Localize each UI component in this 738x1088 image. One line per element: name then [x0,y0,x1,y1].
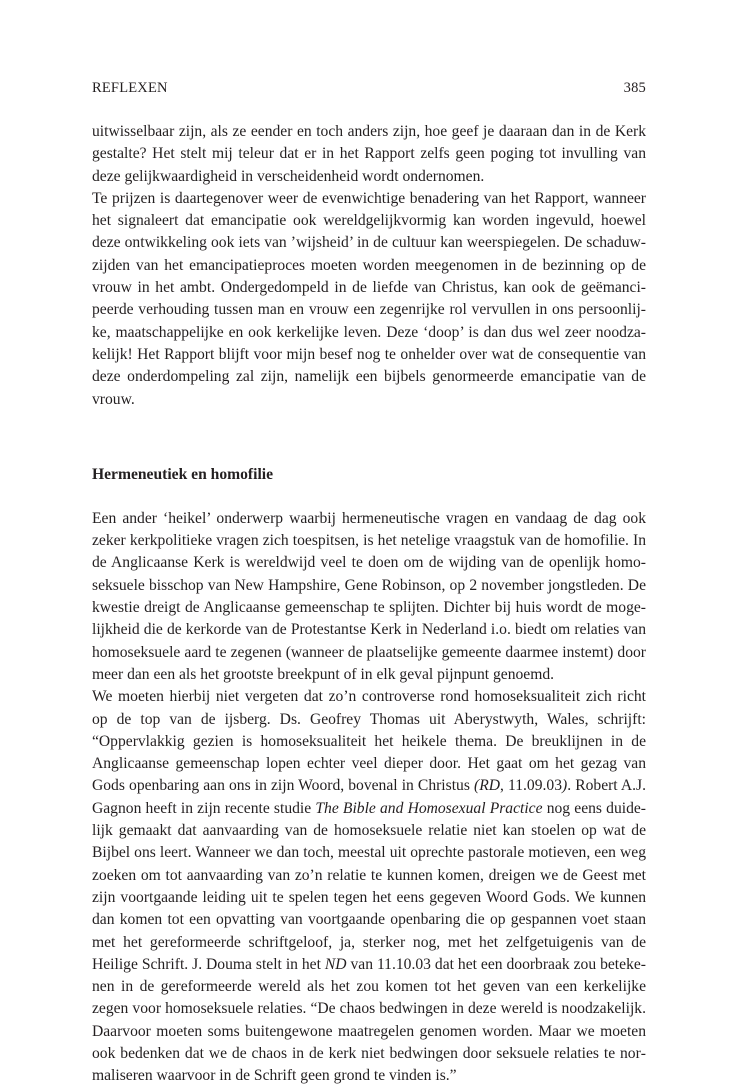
paragraph: Te prijzen is daartegenover weer de evenwichtige benadering van het Rapport, wanneer het signaleert dat emancipatie ook wereldgelijkvormig kan worden ingevuld, hoewel deze ontwikkeling ook iets van ’wijsheid’ in de cultuur kan weerspiegelen. De schaduwzijden van het emancipatieproces moeten worden meegenomen in de bezinning op de vrouw in het ambt. Ondergedompeld in de liefde van Christus, kan ook de geëmancipeerde verhouding tussen man en vrouw een zegenrijke rol vervullen in ons persoonlijke, maatschappelijke en ook kerkelijke leven. Deze ‘doop’ is dan dus wel zeer noodzakelijk! Het Rapport blijft voor mijn besef nog te onhelder over wat de consequentie van deze onderdompeling zal zijn, namelijk een bijbels genormeerde emancipatie van de vrouw. [92,189,646,408]
paragraph: Een ander ‘heikel’ onderwerp waarbij hermeneutische vragen en vandaag de dag ook zeker kerkpolitieke vragen zich toespitsen, is het netelige vraagstuk van de homofilie. In de Anglicaanse Kerk is wereldwijd veel te doen om de wijding van de openlijk homoseksuele bisschop van New Hampshire, Gene Robinson, op 2 november jongstleden. De kwestie dreigt de Anglicaanse gemeenschap te splijten. Dichter bij huis wordt de mogelijkheid die de kerkorde van de Protestantse Kerk in Nederland i.o. biedt om relaties van homoseksuele aard te zegenen (wanneer de plaatselijke gemeente daarmee instemt) door meer dan een als het grootste breekpunt of in elk geval pijnpunt genoemd. [92,509,646,683]
text-run: van 11.10.03 dat het een doorbraak zou betekenen in de gereformeerde wereld als het zou komen tot het geven van een kerkelijke zegen voor homoseksuele relaties. “De chaos bedwingen in deze wereld is noodzakelijk. Daarvoor moeten soms buitengewone maatregelen genomen worden. Maar we moeten ook bedenken dat we de chaos in de kerk niet bedwingen door seksuele relaties te normaliseren waarvoor in de Schrift geen grond te vinden is.” [92,955,646,1085]
text-run: nog eens duidelijk gemaakt dat aanvaarding van de homoseksuele relatie niet kan stoelen op wat de Bijbel ons leert. Wanneer we dan toch, meestal uit oprechte pastorale motieven, een weg zoeken om tot aanvaarding van zo’n relatie te kunnen komen, dreigen we de Geest met zijn voortgaande leiding uit te spelen tegen het eens gegeven Woord Gods. We kunnen dan komen tot een opvatting van voortgaande openbaring die op gespannen voet staan met het gereformeerde schriftgeloof, ja, sterker nog, met het zelfgetuigenis van de Heilige Schrift. J. Douma stelt in het [92,799,646,973]
citation-source: (RD [474,777,500,795]
section-text [92,508,646,1088]
book-title: The Bible and Homosexual Practice [315,799,543,817]
intro-text [92,121,646,411]
journal-name: ND [324,955,347,973]
text-run: . Robert A.J. Gagnon heeft in zijn recente studie [92,777,647,817]
running-title: REFLEXEN [92,80,168,96]
page-number: 385 [623,80,646,96]
paragraph [92,686,646,1087]
citation-close: ) [562,777,568,795]
section-heading: Hermeneutiek en homofilie [92,465,274,483]
text-run: We moeten hierbij niet vergeten dat zo’n controverse rond homoseksualiteit zich richt op de top van de ijsberg. Ds. Geofrey Thomas uit Aberystwyth, Wales, schrijft: “Oppervlakkig gezien is homoseksualiteit het heikele thema. De breuklijnen in de Anglicaanse gemeenschap lopen echter veel dieper door. Het gaat om het gezag van Gods openbaring aan ons in zijn Woord, bovenal in Christus [92,688,646,795]
page [92,78,646,1088]
citation-date: , 11.09.03 [500,777,562,795]
paragraph: uitwisselbaar zijn, als ze eender en toch anders zijn, hoe geef je daaraan dan in de Kerk gestalte? Het stelt mij teleur dat er in het Rapport zelfs geen poging tot invulling van deze gelijkwaardigheid in verscheidenheid wordt ondernomen. [92,123,646,185]
running-head [92,78,646,98]
